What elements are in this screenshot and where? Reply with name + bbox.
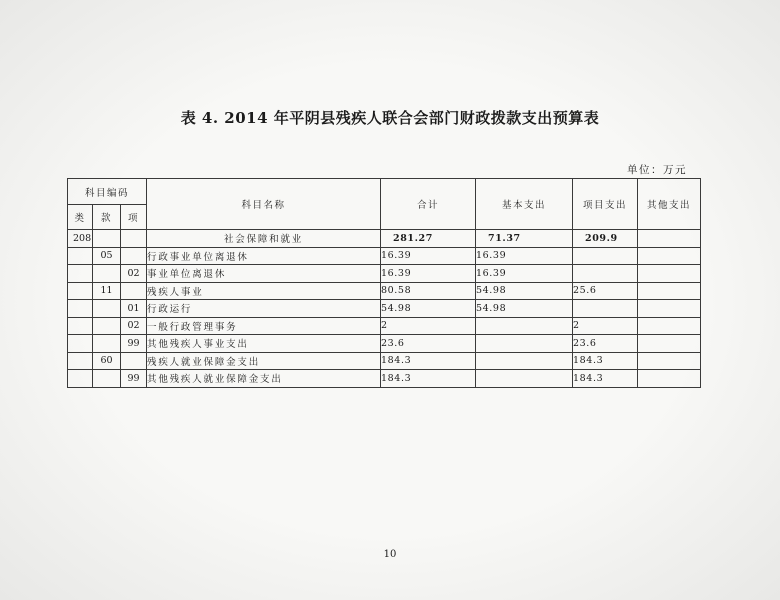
cell-kuan <box>93 300 121 318</box>
cell-project: 184.3 <box>573 370 638 388</box>
cell-other <box>638 282 701 300</box>
cell-name: 残疾人就业保障金支出 <box>147 352 381 370</box>
table-row <box>68 317 701 335</box>
cell-kuan <box>93 265 121 283</box>
cell-name: 行政事业单位离退休 <box>147 247 381 265</box>
cell-xiang <box>121 247 147 265</box>
cell-other <box>638 230 701 248</box>
cell-other <box>638 352 701 370</box>
cell-lei <box>68 335 93 353</box>
cell-project <box>573 247 638 265</box>
header-code-group: 科目编码 <box>68 179 147 205</box>
cell-kuan: 60 <box>93 352 121 370</box>
cell-basic <box>476 335 573 353</box>
unit-label: 单位：万元 <box>627 164 687 176</box>
cell-total: 184.3 <box>381 352 476 370</box>
cell-lei: 208 <box>68 230 93 248</box>
cell-basic: 71.37 <box>476 230 573 248</box>
header-row <box>68 179 701 205</box>
cell-total: 16.39 <box>381 265 476 283</box>
cell-project: 23.6 <box>573 335 638 353</box>
cell-kuan: 11 <box>93 282 121 300</box>
cell-total: 2 <box>381 317 476 335</box>
cell-total: 281.27 <box>381 230 476 248</box>
cell-lei <box>68 370 93 388</box>
cell-name: 社会保障和就业 <box>147 230 381 248</box>
cell-name: 其他残疾人事业支出 <box>147 335 381 353</box>
cell-other <box>638 247 701 265</box>
cell-project: 184.3 <box>573 352 638 370</box>
cell-total: 80.58 <box>381 282 476 300</box>
table-row <box>68 230 701 248</box>
cell-xiang: 99 <box>121 335 147 353</box>
header-basic: 基本支出 <box>476 179 573 230</box>
cell-other <box>638 370 701 388</box>
cell-basic <box>476 317 573 335</box>
cell-kuan <box>93 317 121 335</box>
cell-name: 行政运行 <box>147 300 381 318</box>
cell-kuan <box>93 370 121 388</box>
table-row <box>68 282 701 300</box>
cell-xiang: 02 <box>121 265 147 283</box>
cell-other <box>638 335 701 353</box>
table-row <box>68 335 701 353</box>
cell-project <box>573 265 638 283</box>
page-number: 10 <box>383 549 397 560</box>
header-xiang: 项 <box>121 205 147 230</box>
table-row <box>68 247 701 265</box>
cell-xiang <box>121 230 147 248</box>
cell-lei <box>68 300 93 318</box>
cell-project: 209.9 <box>573 230 638 248</box>
header-name: 科目名称 <box>147 179 381 230</box>
cell-lei <box>68 317 93 335</box>
table-row <box>68 265 701 283</box>
cell-name: 一般行政管理事务 <box>147 317 381 335</box>
cell-project: 2 <box>573 317 638 335</box>
cell-basic <box>476 370 573 388</box>
cell-lei <box>68 247 93 265</box>
cell-project <box>573 300 638 318</box>
header-kuan: 款 <box>93 205 121 230</box>
cell-other <box>638 317 701 335</box>
cell-xiang: 02 <box>121 317 147 335</box>
cell-xiang <box>121 282 147 300</box>
cell-lei <box>68 352 93 370</box>
cell-other <box>638 265 701 283</box>
cell-name: 事业单位离退休 <box>147 265 381 283</box>
budget-table <box>67 178 701 388</box>
cell-name: 其他残疾人就业保障金支出 <box>147 370 381 388</box>
cell-total: 23.6 <box>381 335 476 353</box>
cell-basic: 54.98 <box>476 282 573 300</box>
cell-xiang: 01 <box>121 300 147 318</box>
table-row <box>68 352 701 370</box>
header-other: 其他支出 <box>638 179 701 230</box>
cell-xiang: 99 <box>121 370 147 388</box>
cell-lei <box>68 282 93 300</box>
header-lei: 类 <box>68 205 93 230</box>
cell-basic <box>476 352 573 370</box>
cell-basic: 54.98 <box>476 300 573 318</box>
cell-total: 184.3 <box>381 370 476 388</box>
page-title: 表 4. 2014 年平阴县残疾人联合会部门财政拨款支出预算表 <box>180 109 600 127</box>
cell-name: 残疾人事业 <box>147 282 381 300</box>
table-row <box>68 300 701 318</box>
cell-kuan <box>93 230 121 248</box>
cell-total: 54.98 <box>381 300 476 318</box>
cell-kuan: 05 <box>93 247 121 265</box>
header-project: 项目支出 <box>573 179 638 230</box>
header-total: 合计 <box>381 179 476 230</box>
cell-lei <box>68 265 93 283</box>
cell-kuan <box>93 335 121 353</box>
cell-other <box>638 300 701 318</box>
cell-xiang <box>121 352 147 370</box>
cell-project: 25.6 <box>573 282 638 300</box>
cell-basic: 16.39 <box>476 247 573 265</box>
table-row <box>68 370 701 388</box>
cell-total: 16.39 <box>381 247 476 265</box>
cell-basic: 16.39 <box>476 265 573 283</box>
